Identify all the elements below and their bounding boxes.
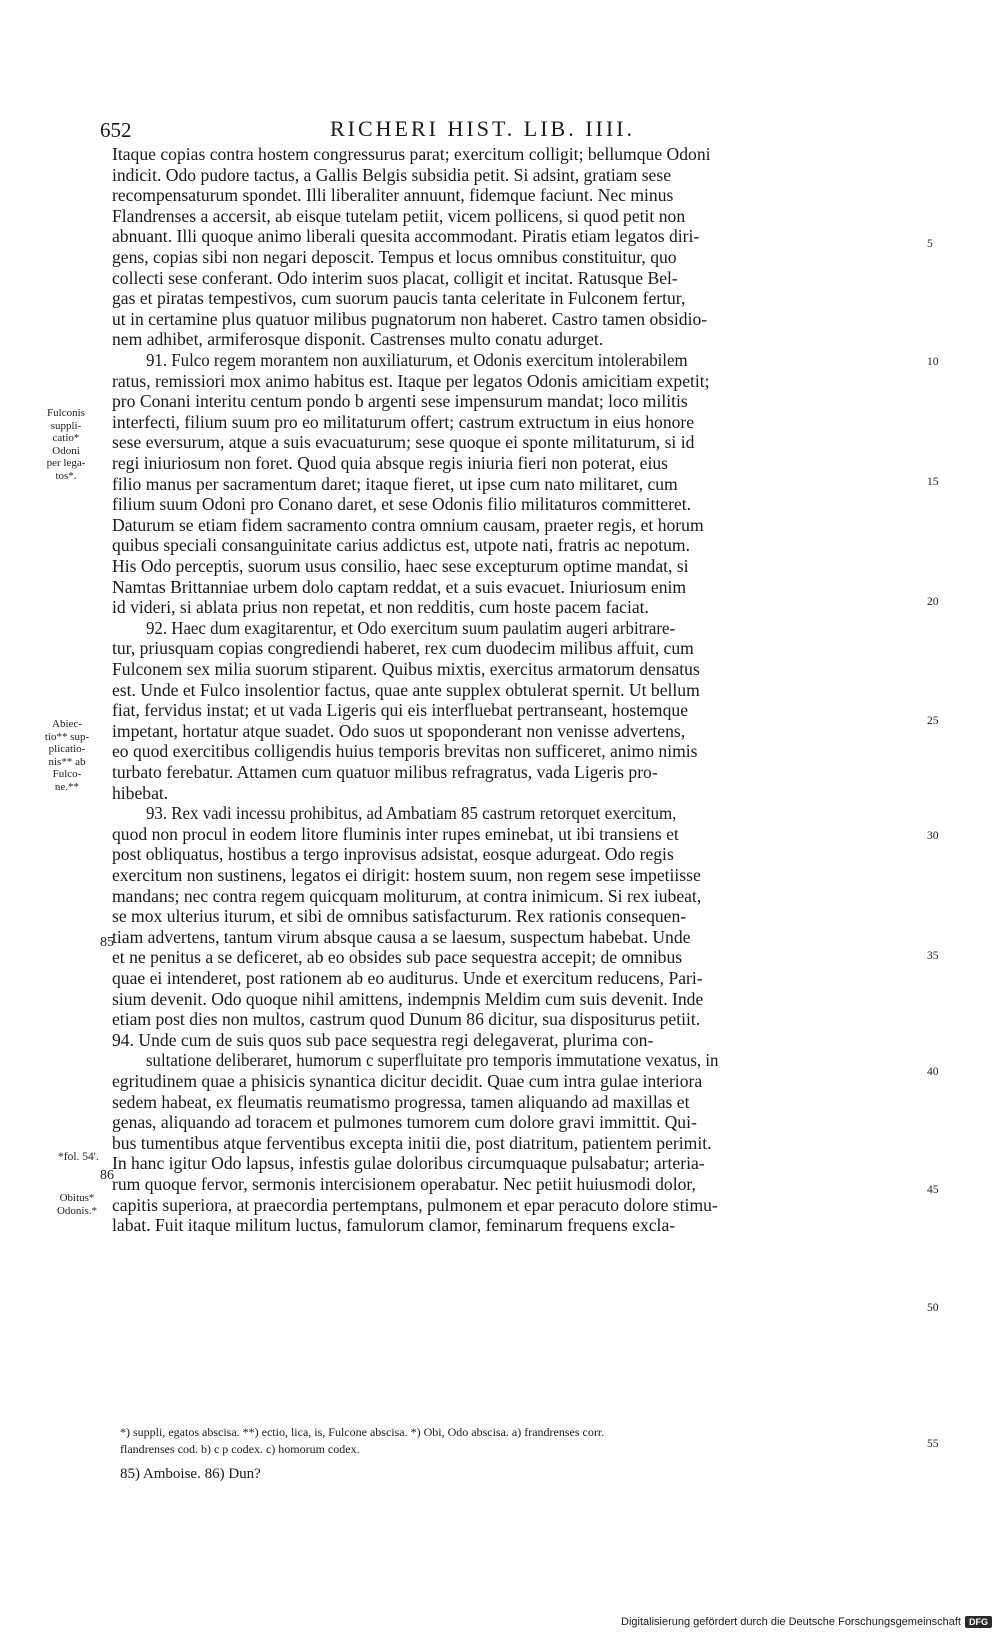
body-line: tur, priusquam copias congrediendi haberet, rex cum duodecim milibus affuit, cum [112,638,694,659]
body-line: tiam advertens, tantum virum absque causa a se laesum, suspectum habebat. Unde [112,926,691,947]
body-line: sedem habeat, ex fleumatis reumatismo progressa, tamen aliquando ad maxillas et [112,1091,690,1112]
body-line: egritudinem quae a phisicis synantica dicitur decidit. Quae cum intra gulae interiora [112,1071,703,1091]
body-line: quibus speciali consanguinitate carius addictus est, utpote nati, fratris ac nepotum. [112,535,690,556]
footnote-line: flandrenses cod. b) c p codex. c) homorum codex. [120,1442,360,1456]
body-line: interfecti, filium suum pro eo militaturum offert; castrum extructum in eius honore [112,411,695,432]
body-line: genas, aliquando ad toracem et pulmones tumorem cum dolore gravi immittit. Qui- [112,1112,697,1133]
left-ref-folio: *fol. 54'. [58,1151,99,1163]
body-line: indicit. Odo pudore tactus, a Gallis Belgis subsidia petit. Si adsint, gratiam sese [112,164,672,185]
body-line: filium suum Odoni pro Conano daret, et sese Odonis filio militaturos committeret. [112,494,692,515]
line-number-30: 30 [927,830,939,842]
line-number-45: 45 [927,1184,939,1196]
line-number-10: 10 [927,356,939,368]
body-line: quod non procul in eodem litore fluminis inter rupes eminebat, ut ibi transiens et [112,823,679,844]
line-number-40: 40 [927,1066,939,1078]
body-line: filio manus per sacramentum daret; itaque fieret, ut ipse cum nato militaret, cum [112,473,678,494]
body-line: pro Conani interitu centum pondo b argenti sese impensurum mandat; loco militis [112,391,688,412]
line-number-35: 35 [927,950,939,962]
body-line: nem adhibet, armiferosque disponit. Castrenses multo conatu adurget. [112,329,604,350]
line-number-55: 55 [927,1438,939,1450]
body-line: fiat, fervidus instat; et ut vada Ligeris qui eis interfluebat pertranseant, hostemque [112,700,689,721]
body-line: gas et piratas tempestivos, cum suorum paucis tanta celeritate in Fulconem fertur, [112,288,686,309]
digitization-credit [621,1616,992,1628]
body-line: 93. Rex vadi incessu prohibitus, ad Ambatiam 85 castrum retorquet exercitum, [146,803,677,824]
line-number-20: 20 [927,596,939,608]
body-line: collecti sese conferant. Odo interim suos placat, colligit et incitat. Ratusque Bel- [112,267,678,288]
credit-text: Digitalisierung gefördert durch die Deutsche Forschungsgemeinschaft [621,1616,961,1628]
body-line: turbato ferebatur. Attamen cum quatuor milibus refragratus, vada Ligeris pro- [112,762,658,782]
body-line: Itaque copias contra hostem congressurus parat; exercitum colligit; bellumque Odoni [112,144,711,164]
line-number-25: 25 [927,715,939,727]
editorial-note: 85) Amboise. 86) Dun? [120,1466,261,1482]
body-line: quae ei intenderet, post rationem ab eo auditurus. Unde et exercitum reducens, Pari- [112,968,703,988]
body-line: impetant, hortatur atque suadet. Odo suos ut spoponderant non venisse advertens, [112,720,686,741]
body-line: eo quod exercitibus colligendis huius temporis brevitas non sufficeret, animo nimis [112,741,698,762]
left-ref-86: 86 [100,1168,114,1183]
body-line: 94. Unde cum de suis quos sub pace sequestra regi delegaverat, plurima con- [112,1029,654,1050]
line-number-15: 15 [927,476,939,488]
body-line: ut in certamine plus quatuor milibus pugnatorum non haberet. Castro tamen obsidio- [112,308,708,329]
margin-note-abiectio: Abiec- tio** sup- plicatio- nis** ab Fulco- ne.** [44,718,90,793]
margin-note-obitus: Obitus* Odonis.* [56,1192,98,1217]
dfg-logo-icon: DFG [965,1616,992,1628]
body-line: mandans; nec contra regem quicquam moliturum, at contra inimicum. Si rex iubeat, [112,885,702,906]
body-line: bus tumentibus atque ferventibus excepta initii die, post diatritum, patientem perimit. [112,1132,712,1153]
body-line: In hanc igitur Odo lapsus, infestis gulae doloribus circumquaque pulsabatur; arteria- [112,1153,705,1174]
body-line: id videri, si ablata prius non repetat, et non redditis, cum hoste pacem faciat. [112,597,649,618]
body-line: Namtas Brittanniae urbem dolo captam reddat, et a suis evacuet. Iniuriosum enim [112,576,687,597]
body-line: et ne penitus a se deficeret, ab eo obsides sub pace sequestra accepit; de omnibus [112,947,683,968]
body-line: exercitum non sustinens, legatos ei dirigit: hostem suum, non regem sese impetiisse [112,865,701,885]
line-number-5: 5 [927,238,933,250]
body-line: labat. Fuit itaque militum luctus, famulorum clamor, feminarum frequens excla- [112,1215,676,1236]
body-line: capitis superiora, at praecordia pertemptans, pulmonem et epar peracuto dolore stimu- [112,1194,718,1215]
body-line: rum quoque fervor, sermonis intercisionem operabatur. Nec petiit huiusmodi dolor, [112,1174,696,1194]
body-line: est. Unde et Fulco insolentior factus, quae ante supplex obtulerat spernit. Ut bellum [112,679,700,700]
running-title: RICHERI HIST. LIB. IIII. [330,116,635,141]
body-line: se mox ulterius iturum, et sibi de omnibus satisfacturum. Rex rationis consequen- [112,906,687,927]
body-line: Fulconem sex milia suorum stiparent. Quibus mixtis, exercitus armatorum densatus [112,659,700,679]
body-line: His Odo perceptis, suorum usus consilio, haec sese excepturum optime mandat, si [112,556,689,576]
body-line: regi iniuriosum non foret. Quod quia absque regis iniuria fieri non poterat, eius [112,453,669,473]
body-line: gens, copias sibi non negari deposcit. Tempus et locus omnibus constituitur, quo [112,247,677,267]
body-line: Daturum se etiam fidem sacramento contra omnium causam, praeter regis, et horum [112,514,704,535]
body-line: sese eversurum, atque a suis evacuaturum; sese quoque ei sponte militaturum, si id [112,432,695,453]
margin-note-fulconis: Fulconis suppli- catio* Odoni per lega- tos*. [46,407,86,482]
body-line: ratus, remissiori mox animo habitus est. Itaque per legatos Odonis amicitiam expetit; [112,370,710,391]
body-line: Flandrenses a accersit, ab eisque tutelam petiit, vicem pollicens, si quod petit non [112,205,686,226]
body-line: abnuant. Illi quoque animo liberali quesita accommodant. Piratis etiam legatos diri- [112,226,700,247]
body-line: recompensaturum spondet. Illi liberaliter annuunt, fidemque faciunt. Nec minus [112,185,674,206]
left-ref-85: 85 [100,935,114,950]
footnote-line: *) suppli, egatos abscisa. **) ectio, lica, is, Fulcone abscisa. *) Obi, Odo abscisa. a) frandrenses corr. [120,1425,605,1439]
body-line: sium devenit. Odo quoque nihil amittens, indempnis Meldim cum suis devenit. Inde [112,988,704,1009]
body-line: 92. Haec dum exagitarentur, et Odo exercitum suum paulatim augeri arbitrare- [146,617,676,638]
body-line: sultatione deliberaret, humorum c superfluitate pro temporis immutatione vexatus, in [146,1050,719,1071]
page-number: 652 [100,118,132,142]
body-line: post obliquatus, hostibus a tergo inprovisus adsistat, eosque adurgeat. Odo regis [112,844,674,865]
body-line: hibebat. [112,782,169,803]
page-header [100,116,880,146]
line-number-50: 50 [927,1302,939,1314]
body-line: etiam post dies non multos, castrum quod Dunum 86 dicitur, sua dispositurus petiit. [112,1009,701,1030]
body-line: 91. Fulco regem morantem non auxiliaturum, et Odonis exercitum intolerabilem [146,350,688,370]
